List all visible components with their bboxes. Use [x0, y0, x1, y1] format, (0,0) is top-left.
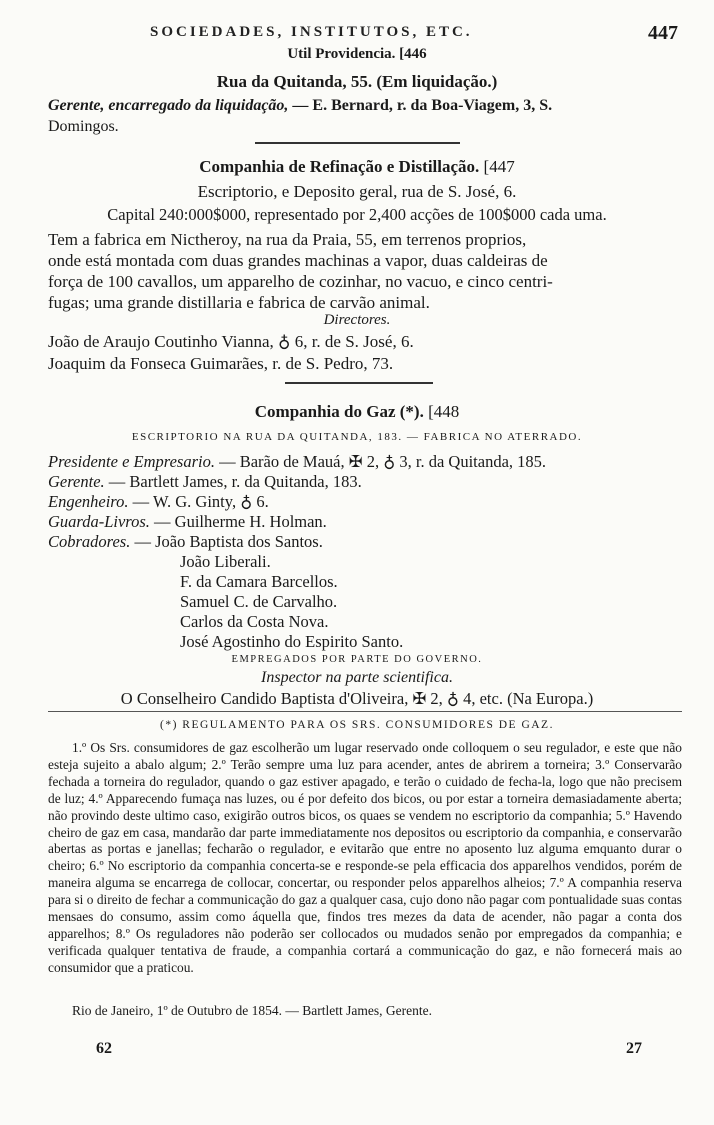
staff-text: — Bartlett James, r. da Quitanda, 183. — [108, 472, 362, 491]
inspector-heading: Inspector na parte scientifica. — [261, 669, 453, 686]
staff-row — [48, 472, 362, 492]
description-line: força de 100 cavallos, um apparelho de cozinhar, no vacuo, e cinco centri- — [48, 272, 553, 291]
staff-role: Engenheiro. — [48, 492, 129, 511]
description-line: Tem a fabrica em Nictheroy, na rua da Praia, 55, em terrenos proprios, — [48, 230, 527, 249]
regulamento-signature: Rio de Janeiro, 1º de Outubro de 1854. — Bartlett James, Gerente. — [72, 1003, 432, 1018]
prev-entry-address: Rua da Quitanda, 55. (Em liquidação.) — [216, 72, 498, 91]
staff-row — [48, 532, 323, 552]
refinacao-title — [0, 157, 714, 177]
staff-role: Gerente. — [48, 472, 105, 491]
refinacao-office: Escriptorio, e Deposito geral, rua de S. José, 6. — [197, 182, 517, 201]
gaz-location: ESCRIPTORIO NA RUA DA QUITANDA, 183. — FABRICA NO ATERRADO. — [131, 431, 583, 443]
divider — [285, 382, 433, 384]
staff-row — [48, 492, 269, 512]
prev-entry-gerente — [48, 97, 552, 115]
director-item: Joaquim da Fonseca Guimarães, r. de S. Pedro, 73. — [48, 354, 394, 373]
gerente-label: Gerente, encarregado da liquidação, — [48, 97, 289, 114]
staff-row — [48, 452, 546, 472]
gov-heading: EMPREGADOS POR PARTE DO GOVERNO. — [231, 654, 483, 665]
refinacao-capital: Capital 240:000$000, representado por 2,400 acções de 100$000 cada uma. — [107, 205, 607, 224]
refinacao-description — [48, 229, 678, 313]
inspector: O Conselheiro Candido Baptista d'Oliveira, ✠ 2, ♁ 4, etc. (Na Europa.) — [120, 689, 594, 708]
director-item: João de Araujo Coutinho Vianna, ♁ 6, r. de S. José, 6. — [48, 332, 414, 351]
running-title: SOCIEDADES, INSTITUTOS, ETC. — [150, 24, 473, 40]
footer-right: 27 — [626, 1040, 642, 1057]
cobrador-item: Carlos da Costa Nova. — [180, 612, 329, 631]
regulamento-text: 1.º Os Srs. consumidores de gaz escolherão um lugar reservado onde colloquem o seu regulador, e este que não esteja sujeito a abalo algum; 2.º Terão sempre uma luz para acender, antes de abrirem a torneira; 3.º Conservarão fechada a torneira do regulador, quando o gaz estiver apagado, e terão o cuidado de fecha-la, logo que não precisem de luz; 4.º Apparecendo fumaça nas luzes, ou é por defeito dos bicos, ou por estar a torneira demasiadamente aberta; não provindo deste ultimo caso, exigirão outros bicos, os quaes se vendem no escriptorio da companhia; 5.º Havendo cheiro de gaz em casa, mandarão dar parte immediatamente nos depositos ou escriptorio da companhia, e conservarão abertas as portas e janellas; fecharão o regulador, e evitarão que entre no aposento luz alguma emquanto durar o cheiro; 6.º No escriptorio da companhia concerta-se e responde-se pela efficacia dos apparelhos vendidos, porém de maneira alguma se encarrega de collocar, concertar, ou responder pelos apparelhos alheios; 7.º A companhia reserva para si o direito de fechar a communicação do gaz a qualquer casa, cujo dono não pagar com pontualidade suas contas mensaes do consumo, assim como áquella que, findos tres mezes da data de acender, não pagar a conta dos apparelhos; 8.º Os reguladores não poderão ser collocados ou mudados senão por empregados da companhia; e verificada qualquer tentativa de fraude, a companhia cortará a communicação do gaz, e não fornecerá mais ao consumidor que a praticou. — [48, 740, 682, 975]
prev-entry-title: Util Providencia. [446 — [287, 46, 427, 62]
cobrador-item: José Agostinho do Espirito Santo. — [180, 632, 404, 651]
staff-text: — Barão de Mauá, ✠ 2, ♁ 3, r. da Quitanda, 185. — [219, 452, 547, 471]
gaz-title — [0, 402, 714, 422]
cobrador-item: F. da Camara Barcellos. — [180, 572, 338, 591]
regulamento-heading: (*) REGULAMENTO PARA OS SRS. CONSUMIDORES DE GAZ. — [160, 719, 554, 731]
divider — [48, 711, 682, 712]
staff-role: Guarda-Livros. — [48, 512, 150, 531]
staff-text: — Guilherme H. Holman. — [154, 512, 327, 531]
gerente-text: — E. Bernard, r. da Boa-Viagem, 3, S. — [292, 97, 553, 114]
footer-left: 62 — [96, 1040, 112, 1057]
page-number: 447 — [648, 22, 678, 44]
directors-heading: Directores. — [323, 312, 391, 328]
cobrador-item: João Liberali. — [180, 552, 271, 571]
staff-role: Cobradores. — [48, 532, 131, 551]
gaz-name: Companhia do Gaz (*). — [254, 402, 424, 421]
prev-entry-gerente-cont: Domingos. — [48, 118, 119, 135]
refinacao-number: [447 — [483, 157, 515, 176]
staff-text: — W. G. Ginty, ♁ 6. — [132, 492, 269, 511]
divider — [255, 142, 460, 144]
refinacao-name: Companhia de Refinação e Distillação. — [199, 157, 480, 176]
description-line: onde está montada com duas grandes machinas a vapor, duas caldeiras de — [48, 251, 548, 270]
staff-text: — João Baptista dos Santos. — [134, 532, 323, 551]
staff-row — [48, 512, 327, 532]
cobrador-item: Samuel C. de Carvalho. — [180, 592, 338, 611]
staff-role: Presidente e Empresario. — [48, 452, 215, 471]
description-line: fugas; uma grande distillaria e fabrica de carvão animal. — [48, 293, 430, 312]
gaz-number: [448 — [428, 402, 460, 421]
